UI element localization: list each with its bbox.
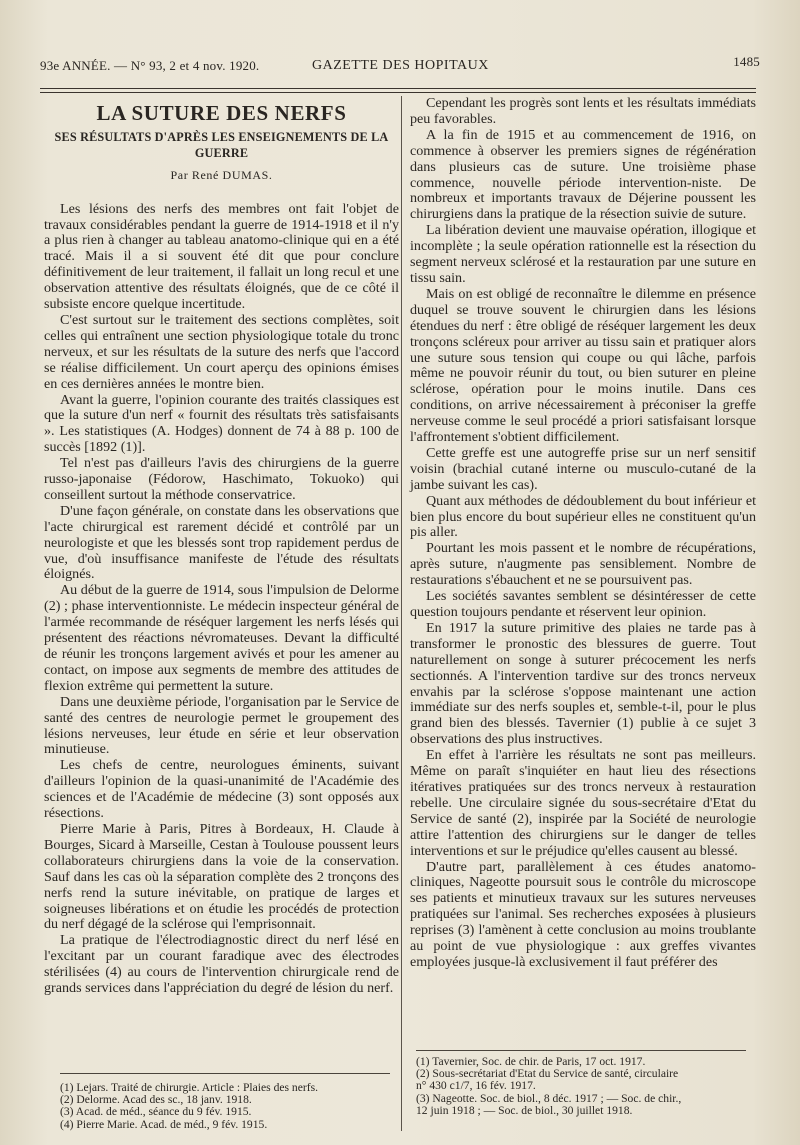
paragraph: Les sociétés savantes semblent se désintéresser de cette question toujours pendante et réservent leur opinion. <box>410 588 756 620</box>
paragraph: En 1917 la suture primitive des plaies ne tarde pas à transformer le pronostic des blessures de guerre. Tout naturellement on songe à suturer précocement les nerfs sectionnés. A l'intervention tardive sur des troncs nerveux envahis par la sclérose s'oppose maintenant une action immédiate sur des nerfs souples et, semble-t-il, pour le plus grand bien des blessés. Tavernier (1) publie à ce sujet 3 observations des plus instructives. <box>410 619 756 748</box>
footnote: (1) Lejars. Traité de chirurgie. Article : Plaies des nerfs. <box>60 1081 318 1094</box>
page-number: 1485 <box>733 54 760 69</box>
paragraph: Mais on est obligé de reconnaître le dilemme en présence duquel se trouve souvent le chirurgien dans les lésions étendues du nerf : être obligé de réséquer largement les deux tronçons scléreux pour arriver au tissu sain et pratiquer alors une suture sous tension qui coupe ou qui lâche, parfois même ne pouvoir réunir du tout, ou bien suturer en pleine sclérose, opération pour le moins inutile. Dans ces conditions, on arrive nécessairement à préconiser la greffe nerveuse comme le seul procédé a priori satisfaisant lorsque l'affrontement s'obtient difficilement. <box>410 285 756 446</box>
footnote: (4) Pierre Marie. Acad. de méd., 9 fév. 1915. <box>60 1117 268 1131</box>
header-rule <box>40 88 756 89</box>
paragraph: Les chefs de centre, neurologues éminents, suivant d'ailleurs l'opinion de la quasi-unanimité de l'Académie des sciences et de l'Académie de médecine (3) sont opposés aux résections. <box>44 757 399 822</box>
paragraph: A la fin de 1915 et au commencement de 1916, on commence à observer les premiers signes de régénération dans plusieurs cas de suture. Une troisième phase commence, nouvelle période intervention-niste. De nombreux et importants travaux de Déjerine poussent les chirurgiens dans la pratique de la résection suivie de suture. <box>410 126 756 223</box>
column-divider <box>401 96 402 1131</box>
footnote: (1) Tavernier, Soc. de chir. de Paris, 17 oct. 1917. <box>416 1055 646 1068</box>
paragraph: La pratique de l'électrodiagnostic direct du nerf lésé en l'excitant par un courant faradique avec des électrodes stérilisées (4) au cours de l'intervention chirurgicale rend de grands services dans l'appréciation du degré de lésion du nerf. <box>44 932 399 997</box>
issue-line: 93e ANNÉE. — N° 93, 2 et 4 nov. 1920. <box>40 58 260 73</box>
footnote-rule <box>416 1050 746 1051</box>
paragraph: La libération devient une mauvaise opération, illogique et incomplète ; la seule opération rationnelle est la résection du segment nerveux sclérosé et la restauration par une suture en tissu sain. <box>410 222 756 286</box>
paragraph: Les lésions des nerfs des membres ont fait l'objet de travaux considérables pendant la guerre de 1914-1918 et il n'y a plus rien à changer au tableau anatomo-clinique qui en a été tracé. Mais il a si souvent été dit que pour conclure définitivement de leur traitement, il fallait un long recul et une observation attentive des résultats éloignés, que de ce côté il subsiste encore quelque incertitude. <box>44 200 399 313</box>
paragraph: Tel n'est pas d'ailleurs l'avis des chirurgiens de la guerre russo-japonaise (Fédorow, Haschimato, Tokuoko) qui conseillent surtout la méthode conservatrice. <box>44 455 399 503</box>
paragraph: C'est surtout sur le traitement des sections complètes, soit celles qui entraînent une section physiologique totale du tronc nerveux, et sur les résultats de la suture des nerfs que l'accord se réalise difficilement. Un court aperçu des opinions émises en ces dernières années le montre bien. <box>44 311 399 392</box>
article-byline: Par René DUMAS. <box>170 167 273 182</box>
paragraph: En effet à l'arrière les résultats ne sont pas meilleurs. Même on paraît s'inquiéter en haut lieu des résections itératives pratiquées sur des troncs nerveux à restauration rebelle. Une circulaire signée du sous-secrétaire d'Etat du Service de santé (2), inspirée par la Société de neurologie attire l'attention des chirurgiens sur le danger de telles interventions et sur le préjudice qu'elles causent au blessé. <box>410 747 756 859</box>
footnote: (3) Nageotte. Soc. de biol., 8 déc. 1917 ; — Soc. de chir., <box>416 1091 682 1105</box>
paragraph: Quant aux méthodes de dédoublement du bout inférieur et bien plus encore du bout supérieur elles ne constituent qu'un pis aller. <box>410 492 756 541</box>
paragraph: Avant la guerre, l'opinion courante des traités classiques est que la suture d'un nerf « fournit des résultats très satisfaisants ». Les statistiques (A. Hodges) donnent de 74 à 88 p. 100 de succès [1892 (1)]. <box>44 391 399 456</box>
paragraph: Pourtant les mois passent et le nombre de récupérations, après suture, n'augmente pas sensiblement. Nombre de restaurations s'ébauchent et ne se poursuivent pas. <box>410 540 756 589</box>
footnote: (3) Acad. de méd., séance du 9 fév. 1915. <box>60 1105 252 1119</box>
footnote: (2) Delorme. Acad des sc., 18 janv. 1918. <box>60 1093 252 1107</box>
header-rule-thin <box>40 92 756 93</box>
left-footnotes <box>60 1082 390 1131</box>
footnote: 12 juin 1918 ; — Soc. de biol., 30 juillet 1918. <box>416 1103 633 1117</box>
paragraph: D'autre part, parallèlement à ces études anatomo-cliniques, Nageotte poursuit sous le contrôle du microscope ses patients et minutieux travaux sur les sutures nerveuses pratiquées sur l'animal. Ses recherches exposées à plusieurs reprises (3) l'amènent à cette conclusion au moins troublante au point de vue physiologique : aux greffes vivantes employées jusque-là exclusivement il faut préférer des <box>410 858 756 970</box>
article-subtitle: SES RÉSULTATS D'APRÈS LES ENSEIGNEMENTS DE LA GUERRE <box>54 129 389 160</box>
right-column <box>410 96 756 971</box>
paragraph: Cette greffe est une autogreffe prise sur un nerf sensitif voisin (brachial cutané interne ou musculo-cutané de la jambe suivant les cas). <box>410 444 756 493</box>
paragraph: Cependant les progrès sont lents et les résultats immédiats peu favorables. <box>410 95 756 127</box>
footnote: (2) Sous-secrétariat d'Etat du Service de santé, circulaire <box>416 1067 679 1081</box>
paragraph: Pierre Marie à Paris, Pitres à Bordeaux, H. Claude à Bourges, Sicard à Marseille, Cestan à Toulouse poussent leurs collaborateurs chirurgiens dans la voie de la conservation. Sauf dans les cas où la séparation complète des 2 tronçons des nerfs rend la suture inévitable, on pratique de larges et soigneuses libérations et on étudie les procédés de protection du nerf dégagé de la sclérose qui l'emprisonnait. <box>44 820 399 933</box>
right-footnotes <box>416 1056 756 1117</box>
article-title: LA SUTURE DES NERFS <box>96 101 347 125</box>
paragraph: D'une façon générale, on constate dans les observations que l'acte chirurgical est rarement décidé et contrôlé par un neurologiste et que les blessés sont trop rapidement perdus de vue, d'où insuffisance manifeste de l'étude des résultats éloignés. <box>44 502 399 583</box>
paragraph: Dans une deuxième période, l'organisation par le Service de santé des centres de neurologie permet le groupement des lésions nerveuses, leur étude en série et leur observation minutieuse. <box>44 693 399 758</box>
running-header <box>40 54 760 76</box>
paragraph: Au début de la guerre de 1914, sous l'impulsion de Delorme (2) ; phase interventionniste. Le médecin inspecteur général de l'armée recommande de réséquer largement les nerfs lésés qui présentent des réactions névromateuses. Devant la difficulté de réunir les tronçons largement avivés et pour les amener au contact, on impose aux segments de membre des attitudes de flexion extrême qui permettent la suture. <box>44 582 399 694</box>
footnote: n° 430 c1/7, 16 fév. 1917. <box>416 1079 536 1093</box>
journal-title: GAZETTE DES HOPITAUX <box>312 58 489 73</box>
footnote-rule <box>60 1073 390 1074</box>
left-column <box>44 96 399 997</box>
